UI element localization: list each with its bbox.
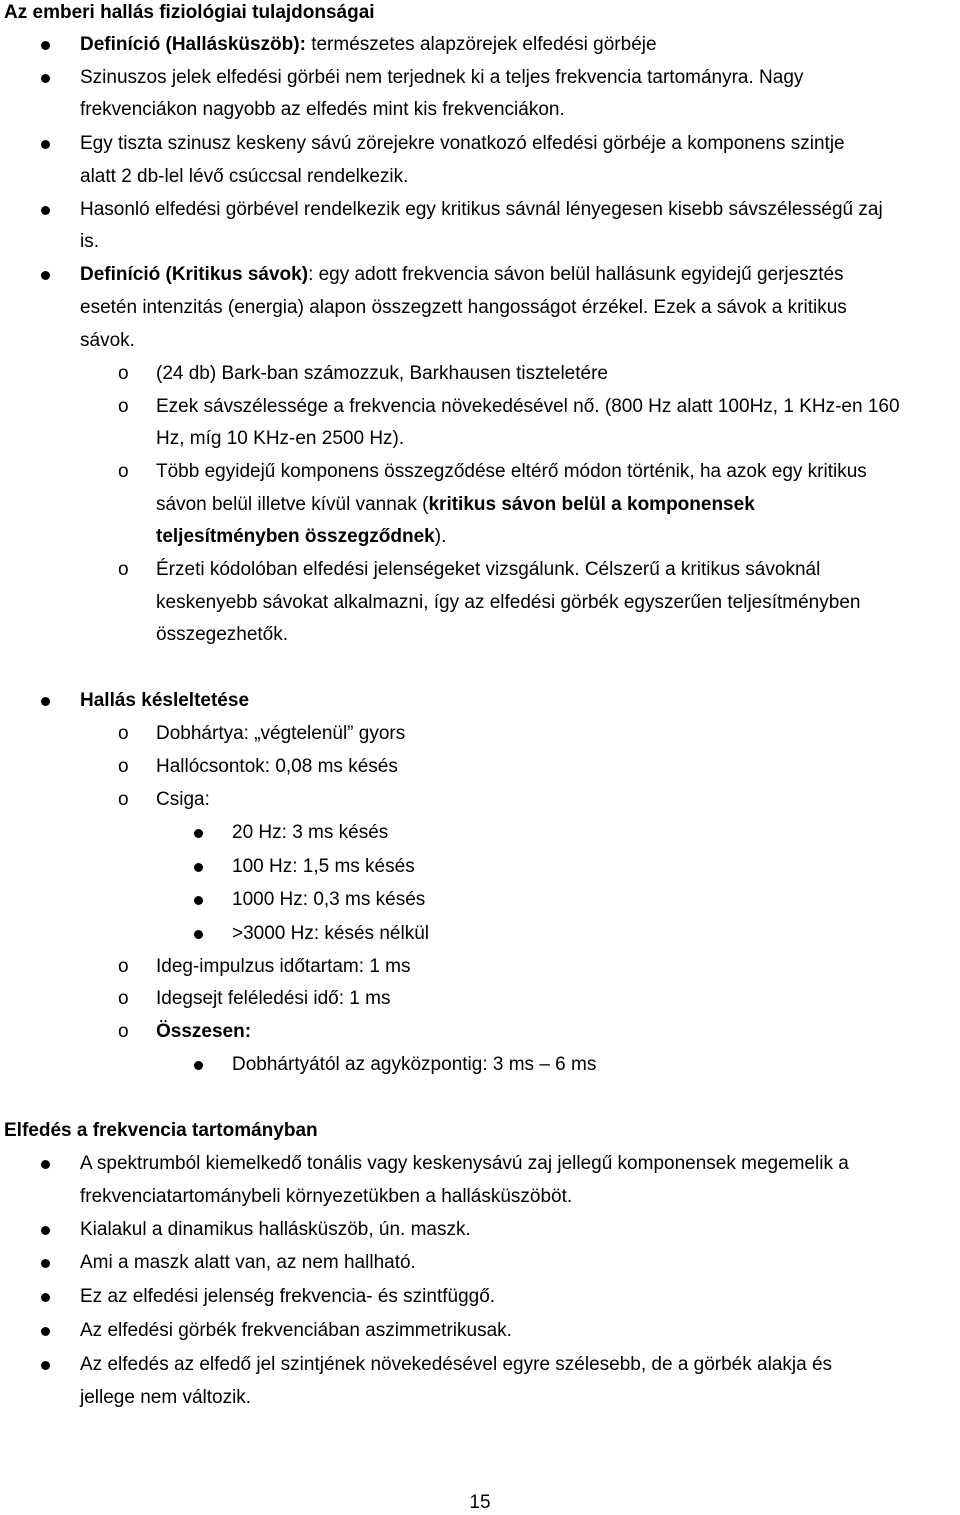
sub-sub-list-item: >3000 Hz: késés nélkül [232, 923, 429, 944]
sub-list-item-continued: összegezhetők. [156, 624, 289, 645]
list-item-continued: is. [80, 231, 99, 252]
sub-list-item: Ideg-impulzus időtartam: 1 ms [156, 956, 411, 977]
list-item: Ez az elfedési jelenség frekvencia- és szintfüggő. [80, 1286, 496, 1307]
text: sávon belül illetve kívül vannak ( [156, 494, 429, 515]
circle-bullet-icon: o [118, 559, 129, 580]
sub-list-item: Dobhártya: „végtelenül” gyors [156, 723, 406, 744]
bullet-icon [41, 140, 50, 149]
page-number: 15 [469, 1492, 491, 1513]
definition-text: : egy adott frekvencia sávon belül hallásunk egyidejű gerjesztés [308, 264, 844, 285]
circle-bullet-icon: o [118, 363, 129, 384]
sub-list-item-continued [156, 524, 446, 550]
sub-list-item: Több egyidejű komponens összegződése eltérő módon történik, ha azok egy kritikus [156, 461, 867, 482]
circle-bullet-icon: o [118, 956, 129, 977]
list-item: Az elfedési görbék frekvenciában aszimmetrikusak. [80, 1320, 512, 1341]
bullet-icon [41, 41, 50, 50]
bullet-icon [41, 1259, 50, 1268]
bullet-icon [41, 1226, 50, 1235]
list-item-continued: alatt 2 db-lel lévő csúccsal rendelkezik. [80, 166, 409, 187]
bullet-icon [194, 863, 203, 872]
sub-list-item: Idegsejt feléledési idő: 1 ms [156, 988, 391, 1009]
sub-list-item: Ezek sávszélessége a frekvencia növekedésével nő. (800 Hz alatt 100Hz, 1 KHz-en 160 [156, 396, 900, 417]
section-heading: Az emberi hallás fiziológiai tulajdonságai [4, 2, 375, 23]
bullet-icon [194, 930, 203, 939]
circle-bullet-icon: o [118, 461, 129, 482]
list-item-continued: sávok. [80, 330, 135, 351]
list-item: Hasonló elfedési görbével rendelkezik egy kritikus sávnál lényegesen kisebb sávszélességű zaj [80, 199, 883, 220]
sub-sub-list-item: 1000 Hz: 0,3 ms késés [232, 889, 426, 910]
list-item-continued: frekvenciákon nagyobb az elfedés mint kis frekvenciákon. [80, 99, 565, 120]
bullet-icon [41, 1327, 50, 1336]
bold-text: teljesítményben összegződnek [156, 526, 435, 547]
list-item [80, 32, 657, 58]
circle-bullet-icon: o [118, 988, 129, 1009]
bold-text: kritikus sávon belül a komponensek [428, 494, 755, 515]
list-heading: Hallás késleltetése [80, 690, 250, 711]
text: ). [434, 526, 447, 547]
circle-bullet-icon: o [118, 723, 129, 744]
list-item: Egy tiszta szinusz keskeny sávú zörejekre vonatkozó elfedési görbéje a komponens szintje [80, 133, 845, 154]
circle-bullet-icon: o [118, 756, 129, 777]
list-item: Az elfedés az elfedő jel szintjének növekedésével egyre szélesebb, de a görbék alakja és [80, 1354, 833, 1375]
sub-list-item: Hallócsontok: 0,08 ms késés [156, 756, 398, 777]
bullet-icon [41, 697, 50, 706]
sub-list-item: Érzeti kódolóban elfedési jelenségeket vizsgálunk. Célszerű a kritikus sávoknál [156, 559, 821, 580]
bullet-icon [194, 829, 203, 838]
bullet-icon [41, 271, 50, 280]
sub-list-item-continued [156, 492, 755, 518]
list-item: Ami a maszk alatt van, az nem hallható. [80, 1252, 416, 1273]
circle-bullet-icon: o [118, 789, 129, 810]
bullet-icon [41, 74, 50, 83]
list-item: Kialakul a dinamikus hallásküszöb, ún. maszk. [80, 1219, 471, 1240]
sub-list-item-continued: Hz, míg 10 KHz-en 2500 Hz). [156, 428, 405, 449]
list-item [80, 262, 844, 288]
sub-sub-list-item: 100 Hz: 1,5 ms késés [232, 856, 415, 877]
bullet-icon [41, 1160, 50, 1169]
list-item: A spektrumból kiemelkedő tonális vagy keskenysávú zaj jellegű komponensek megemelik a [80, 1153, 849, 1174]
definition-term: Definíció (Kritikus sávok) [80, 264, 309, 285]
definition-text: természetes alapzörejek elfedési görbéje [305, 34, 657, 55]
sub-list-item-continued: keskenyebb sávokat alkalmazni, így az elfedési görbék egyszerűen teljesítményben [156, 592, 861, 613]
sub-list-item: Csiga: [156, 789, 210, 810]
definition-term: Definíció (Hallásküszöb): [80, 34, 306, 55]
list-item-continued: esetén intenzitás (energia) alapon összegzett hangosságot érzékel. Ezek a sávok a kritikus [80, 297, 847, 318]
list-item-continued: jellege nem változik. [80, 1387, 252, 1408]
sub-list-item: Összesen: [156, 1021, 252, 1042]
sub-list-item: (24 db) Bark-ban számozzuk, Barkhausen tiszteletére [156, 363, 608, 384]
section-heading: Elfedés a frekvencia tartományban [4, 1120, 318, 1141]
bullet-icon [194, 896, 203, 905]
list-item-continued: frekvenciatartománybeli környezetükben a hallásküszöböt. [80, 1186, 573, 1207]
sub-sub-list-item: Dobhártyától az agyközpontig: 3 ms – 6 ms [232, 1054, 597, 1075]
sub-sub-list-item: 20 Hz: 3 ms késés [232, 822, 389, 843]
bullet-icon [41, 1361, 50, 1370]
list-item: Szinuszos jelek elfedési görbéi nem terjednek ki a teljes frekvencia tartományra. Nagy [80, 67, 804, 88]
circle-bullet-icon: o [118, 1021, 129, 1042]
bullet-icon [41, 206, 50, 215]
circle-bullet-icon: o [118, 396, 129, 417]
bullet-icon [194, 1061, 203, 1070]
bullet-icon [41, 1293, 50, 1302]
